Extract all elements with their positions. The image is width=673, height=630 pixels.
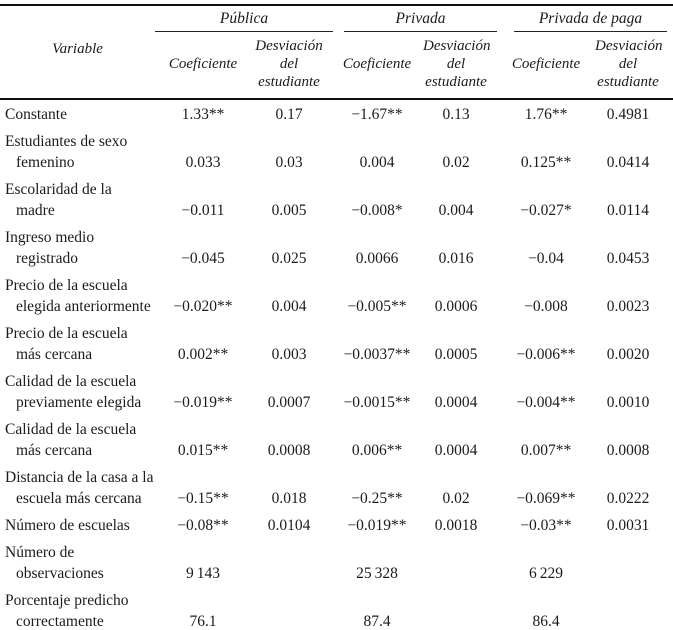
cell-value: 0.02	[442, 154, 470, 171]
cell-value: 25 328	[356, 565, 398, 582]
variable-label: Calidad de la escuela	[5, 373, 137, 390]
cell-value: −0.25**	[351, 490, 403, 507]
cell-value: 1.76**	[524, 106, 568, 123]
variable-label-cont: femenino	[16, 154, 75, 171]
cell-value: 0.0453	[606, 250, 650, 267]
cell-value: 6 229	[528, 565, 564, 582]
variable-cell	[0, 538, 155, 586]
cell-value: 0.0018	[434, 517, 478, 534]
variable-cell	[0, 511, 155, 538]
summary-row-observations	[0, 538, 673, 586]
cell-value: 0.033	[185, 154, 221, 171]
cell-value: 0.0023	[606, 298, 650, 315]
empty-cell	[595, 538, 673, 586]
cell-value: 0.016	[438, 250, 474, 267]
cell-value: 0.0005	[434, 346, 478, 363]
cell-value: −0.03**	[520, 517, 572, 534]
cell-value: 0.0008	[606, 442, 650, 459]
variable-label: Porcentaje predicho	[5, 592, 129, 609]
table-row	[0, 463, 673, 511]
cell-value: 0.015**	[177, 442, 229, 459]
table-row	[0, 271, 673, 319]
variable-column-header: Variable	[0, 5, 155, 99]
cell-value: 9 143	[185, 565, 221, 582]
variable-cell	[0, 319, 155, 367]
variable-label: Estudiantes de sexo	[5, 133, 128, 150]
cell-value: 0.125**	[520, 154, 572, 171]
variable-cell	[0, 175, 155, 223]
empty-cell	[595, 586, 673, 630]
group-label-publica: Pública	[155, 6, 333, 32]
cell-value: 0.0114	[606, 202, 650, 219]
cell-value: −0.011	[181, 202, 225, 219]
empty-cell	[255, 538, 335, 586]
variable-label: Precio de la escuela	[5, 277, 128, 294]
group-header-privada-de-paga	[501, 5, 673, 32]
cell-value: 0.007**	[520, 442, 572, 459]
cell-value: 0.0006	[434, 298, 478, 315]
variable-cell	[0, 586, 155, 630]
variable-label: Distancia de la casa a la	[5, 469, 154, 486]
cell-value: −0.020**	[173, 298, 233, 315]
cell-value: −0.019**	[173, 394, 233, 411]
summary-row-percent-predicted	[0, 586, 673, 630]
cell-value: 0.003	[271, 346, 307, 363]
cell-value: 0.0104	[267, 517, 311, 534]
group-header-privada	[335, 5, 501, 32]
empty-cell	[255, 586, 335, 630]
table-row	[0, 415, 673, 463]
cell-value: −0.045	[181, 250, 225, 267]
cell-value: −0.15**	[177, 490, 229, 507]
cell-value: −0.019**	[347, 517, 407, 534]
group-header-row	[0, 5, 673, 32]
table-row	[0, 319, 673, 367]
cell-value: −0.008	[524, 298, 568, 315]
variable-label-cont: elegida anteriormente	[16, 298, 151, 315]
cell-value: 0.0020	[606, 346, 650, 363]
variable-label: Calidad de la escuela	[5, 421, 137, 438]
variable-label-cont: escuela más cercana	[16, 490, 142, 507]
cell-value: −1.67**	[351, 106, 403, 123]
variable-cell	[0, 367, 155, 415]
cell-value: 0.0414	[606, 154, 650, 171]
cell-value: 0.4981	[606, 106, 650, 123]
cell-value: 87.4	[363, 613, 391, 630]
cell-value: 0.03	[275, 154, 303, 171]
desviacion-header-publica: Desviación del estudiante	[255, 32, 335, 99]
cell-value: 0.005	[271, 202, 307, 219]
cell-value: 0.004	[359, 154, 395, 171]
variable-label: Ingreso medio	[5, 229, 95, 246]
regression-results-table	[0, 4, 673, 630]
variable-cell	[0, 415, 155, 463]
empty-cell	[423, 538, 501, 586]
variable-label-cont: registrado	[16, 250, 78, 267]
coeficiente-header-publica: Coeficiente	[155, 32, 255, 99]
variable-cell	[0, 271, 155, 319]
variable-label-cont: correctamente	[16, 613, 104, 630]
variable-label: Número de escuelas	[5, 517, 130, 534]
empty-cell	[423, 586, 501, 630]
cell-value: −0.0037**	[343, 346, 411, 363]
cell-value: 0.0004	[434, 442, 478, 459]
variable-label-cont: previamente elegida	[16, 394, 142, 411]
cell-value: 0.004	[438, 202, 474, 219]
cell-value: −0.0015**	[343, 394, 411, 411]
variable-cell	[0, 99, 155, 127]
table-row	[0, 223, 673, 271]
cell-value: 86.4	[532, 613, 560, 630]
variable-cell	[0, 127, 155, 175]
cell-value: −0.04	[528, 250, 564, 267]
cell-value: 0.0004	[434, 394, 478, 411]
cell-value: −0.004**	[516, 394, 576, 411]
variable-label-cont: madre	[16, 202, 55, 219]
variable-label-cont: más cercana	[16, 346, 93, 363]
cell-value: 0.0066	[355, 250, 399, 267]
cell-value: −0.005**	[347, 298, 407, 315]
cell-value: 0.002**	[177, 346, 229, 363]
cell-value: 0.0007	[267, 394, 311, 411]
table-row	[0, 99, 673, 127]
cell-value: 0.0222	[606, 490, 650, 507]
cell-value: 0.13	[442, 106, 470, 123]
group-label-privada-de-paga: Privada de paga	[514, 6, 667, 32]
variable-label-cont: más cercana	[16, 442, 93, 459]
table-row	[0, 175, 673, 223]
cell-value: 0.004	[271, 298, 307, 315]
cell-value: 0.025	[271, 250, 307, 267]
variable-label: Número de	[5, 544, 75, 561]
group-header-publica	[155, 5, 335, 32]
cell-value: 0.0008	[267, 442, 311, 459]
table-row	[0, 511, 673, 538]
cell-value: −0.069**	[516, 490, 576, 507]
variable-cell	[0, 463, 155, 511]
cell-value: −0.027*	[520, 202, 572, 219]
variable-label: Precio de la escuela	[5, 325, 128, 342]
table-row	[0, 367, 673, 415]
cell-value: 0.006**	[351, 442, 403, 459]
table-row	[0, 127, 673, 175]
variable-label: Constante	[5, 106, 67, 123]
cell-value: −0.008*	[351, 202, 403, 219]
desviacion-header-paga: Desviación del estudiante	[595, 32, 673, 99]
cell-value: 76.1	[189, 613, 217, 630]
cell-value: 1.33**	[181, 106, 225, 123]
coeficiente-header-privada: Coeficiente	[335, 32, 423, 99]
variable-label: Escolaridad de la	[5, 181, 112, 198]
cell-value: −0.08**	[177, 517, 229, 534]
cell-value: 0.018	[271, 490, 307, 507]
variable-label-cont: observaciones	[16, 565, 104, 582]
desviacion-header-privada: Desviación del estudiante	[423, 32, 501, 99]
cell-value: 0.02	[442, 490, 470, 507]
variable-cell	[0, 223, 155, 271]
cell-value: 0.0010	[606, 394, 650, 411]
coeficiente-header-paga: Coeficiente	[501, 32, 595, 99]
cell-value: 0.0031	[606, 517, 650, 534]
group-label-privada: Privada	[344, 6, 497, 32]
cell-value: 0.17	[275, 106, 303, 123]
cell-value: −0.006**	[516, 346, 576, 363]
